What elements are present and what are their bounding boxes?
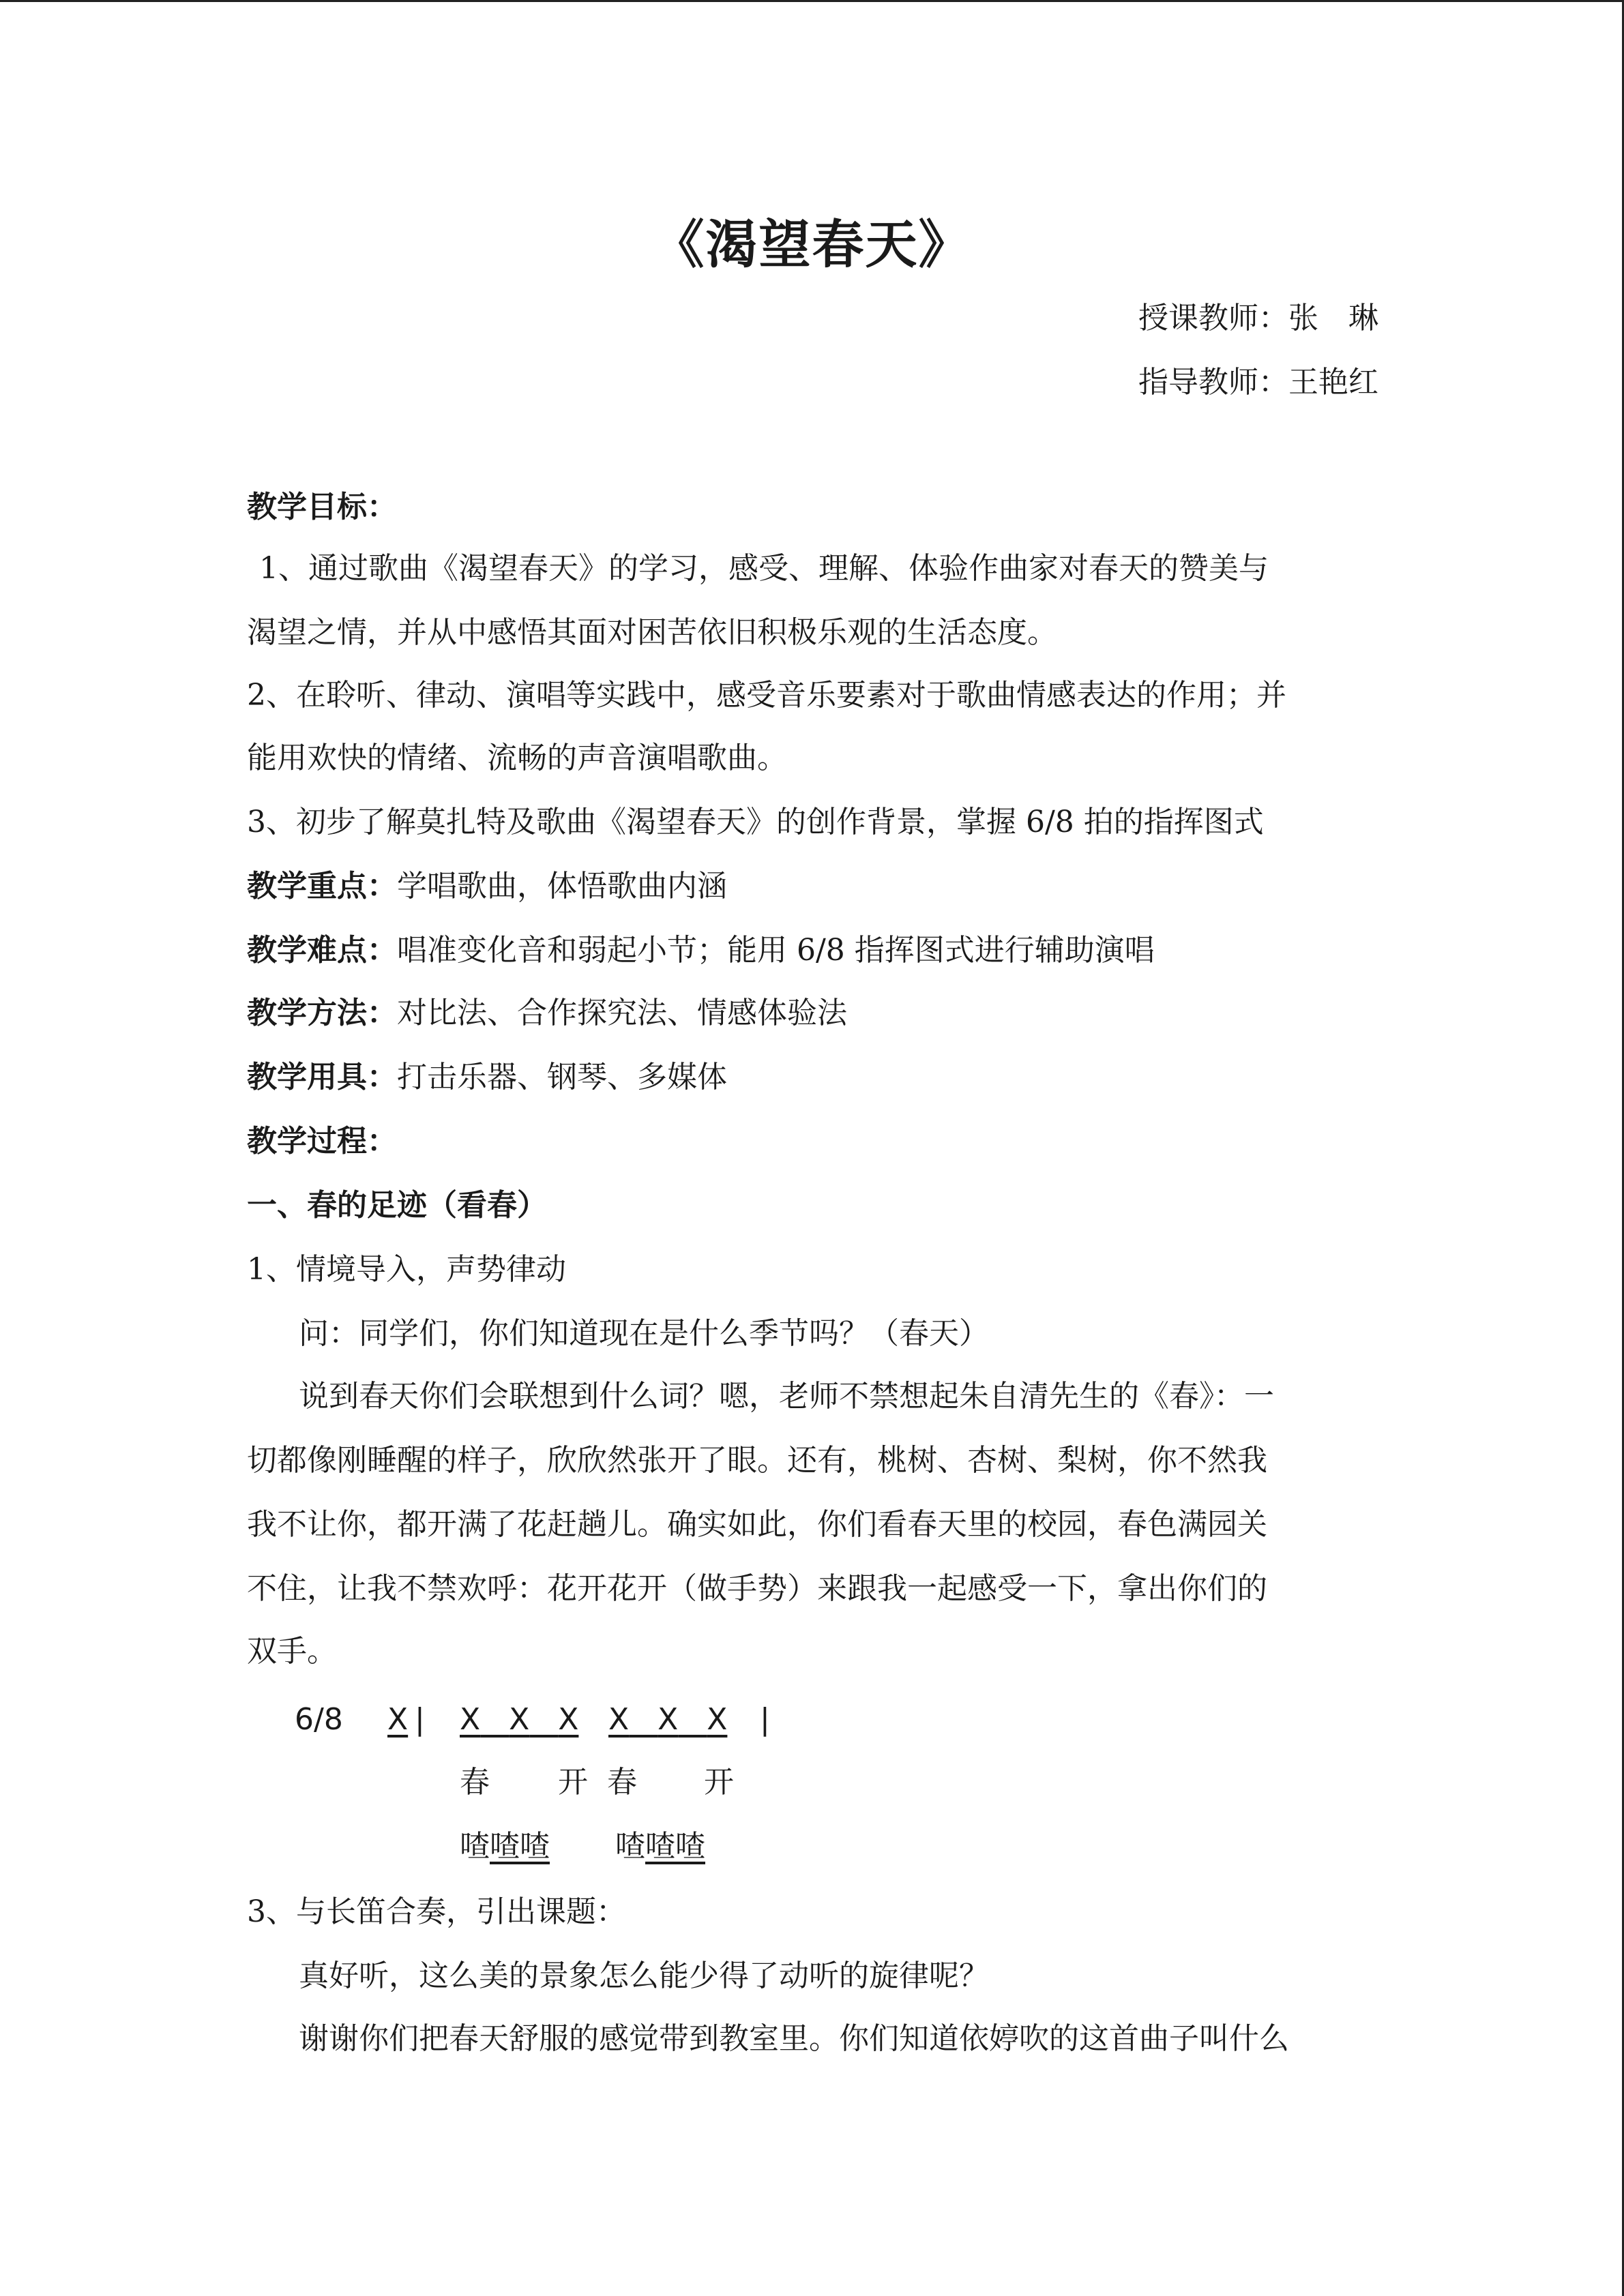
method-line <box>247 993 847 1034</box>
page-top-border <box>0 0 1624 2</box>
method-label: 教学方法： <box>247 996 397 1030</box>
rhythm-group-1 <box>460 1699 587 1740</box>
rhythm-note: X <box>460 1702 481 1737</box>
key-point-line <box>247 866 727 907</box>
paragraph-line-3: 我不让你，都开满了花赶趟儿。确实如此，你们看春天里的校园，春色满园关 <box>247 1507 1267 1542</box>
rhythm-note: X <box>558 1702 579 1737</box>
paragraph-line-5: 双手。 <box>247 1634 337 1669</box>
rhythm-lyric-kai-2: 开 <box>704 1765 734 1800</box>
teacher-line: 授课教师：张 琳 <box>1138 301 1378 336</box>
objective-2-line-2: 能用欢快的情绪、流畅的声音演唱歌曲。 <box>247 741 787 775</box>
difficulty-text: 唱准变化音和弱起小节；能用 6/8 指挥图式进行辅助演唱 <box>397 933 1155 968</box>
tools-label: 教学用具： <box>247 1060 397 1094</box>
rhythm-note: X <box>707 1702 728 1737</box>
rhythm-sound-2b: 喳喳 <box>645 1829 705 1864</box>
mentor-line: 指导教师：王艳红 <box>1138 365 1378 400</box>
rhythm-sound-2a: 喳 <box>615 1829 645 1864</box>
question-line: 问：同学们，你们知道现在是什么季节吗？（春天） <box>299 1316 989 1351</box>
process-heading: 教学过程： <box>247 1124 397 1159</box>
rhythm-lyric-kai-1: 开 <box>558 1765 588 1800</box>
rhythm-sound-1 <box>460 1826 550 1867</box>
paragraph-line-4: 不住，让我不禁欢呼：花开花开（做手势）来跟我一起感受一下，拿出你们的 <box>247 1571 1267 1606</box>
objective-3: 3、初步了解莫扎特及歌曲《渴望春天》的创作背景，掌握 6/8 拍的指挥图式 <box>247 805 1264 839</box>
rhythm-note: X <box>608 1702 630 1737</box>
rhythm-lyric-chun-1: 春 <box>460 1765 490 1800</box>
rhythm-sound-1a: 喳 <box>460 1829 490 1864</box>
objectives-heading: 教学目标： <box>247 490 397 524</box>
section-1-heading: 一、春的足迹（看春） <box>247 1188 547 1223</box>
step-1-heading: 1、情境导入，声势律动 <box>247 1252 566 1287</box>
paragraph-line-1: 说到春天你们会联想到什么词？嗯，老师不禁想起朱自清先生的《春》：一 <box>299 1379 1274 1414</box>
key-point-text: 学唱歌曲，体悟歌曲内涵 <box>397 869 727 904</box>
step-3-line-2: 谢谢你们把春天舒服的感觉带到教室里。你们知道依婷吹的这首曲子叫什么 <box>299 2021 1289 2056</box>
rhythm-sound-1b: 喳喳 <box>490 1829 550 1864</box>
paragraph-line-2: 切都像刚睡醒的样子，欣欣然张开了眼。还有，桃树、杏树、梨树，你不然我 <box>247 1443 1267 1478</box>
objective-1-line-2: 渴望之情，并从中感悟其面对困苦依旧积极乐观的生活态度。 <box>247 615 1057 650</box>
rhythm-note: X <box>658 1702 679 1737</box>
rhythm-meter: 6/8 <box>295 1702 343 1737</box>
rhythm-barline-2: | <box>760 1702 770 1737</box>
step-3-line-1: 真好听，这么美的景象怎么能少得了动听的旋律呢？ <box>299 1958 989 1993</box>
key-point-label: 教学重点： <box>247 869 397 904</box>
rhythm-barline-1: | <box>415 1702 425 1737</box>
tools-text: 打击乐器、钢琴、多媒体 <box>397 1060 727 1094</box>
step-3-heading: 3、与长笛合奏，引出课题： <box>247 1894 626 1929</box>
rhythm-lyric-chun-2: 春 <box>607 1765 637 1800</box>
rhythm-pickup-note: X <box>387 1702 409 1737</box>
method-text: 对比法、合作探究法、情感体验法 <box>397 996 847 1030</box>
rhythm-note: X <box>509 1702 530 1737</box>
difficulty-line <box>247 930 1155 971</box>
objective-2-line-1: 2、在聆听、律动、演唱等实践中，感受音乐要素对于歌曲情感表达的作用；并 <box>247 678 1286 713</box>
document-title: 《渴望春天》 <box>652 214 972 275</box>
rhythm-group-2 <box>608 1699 735 1740</box>
objective-1-line-1: 1、通过歌曲《渴望春天》的学习，感受、理解、体验作曲家对春天的赞美与 <box>259 551 1269 586</box>
tools-line <box>247 1057 727 1098</box>
rhythm-sound-2 <box>615 1826 705 1867</box>
difficulty-label: 教学难点： <box>247 933 397 968</box>
